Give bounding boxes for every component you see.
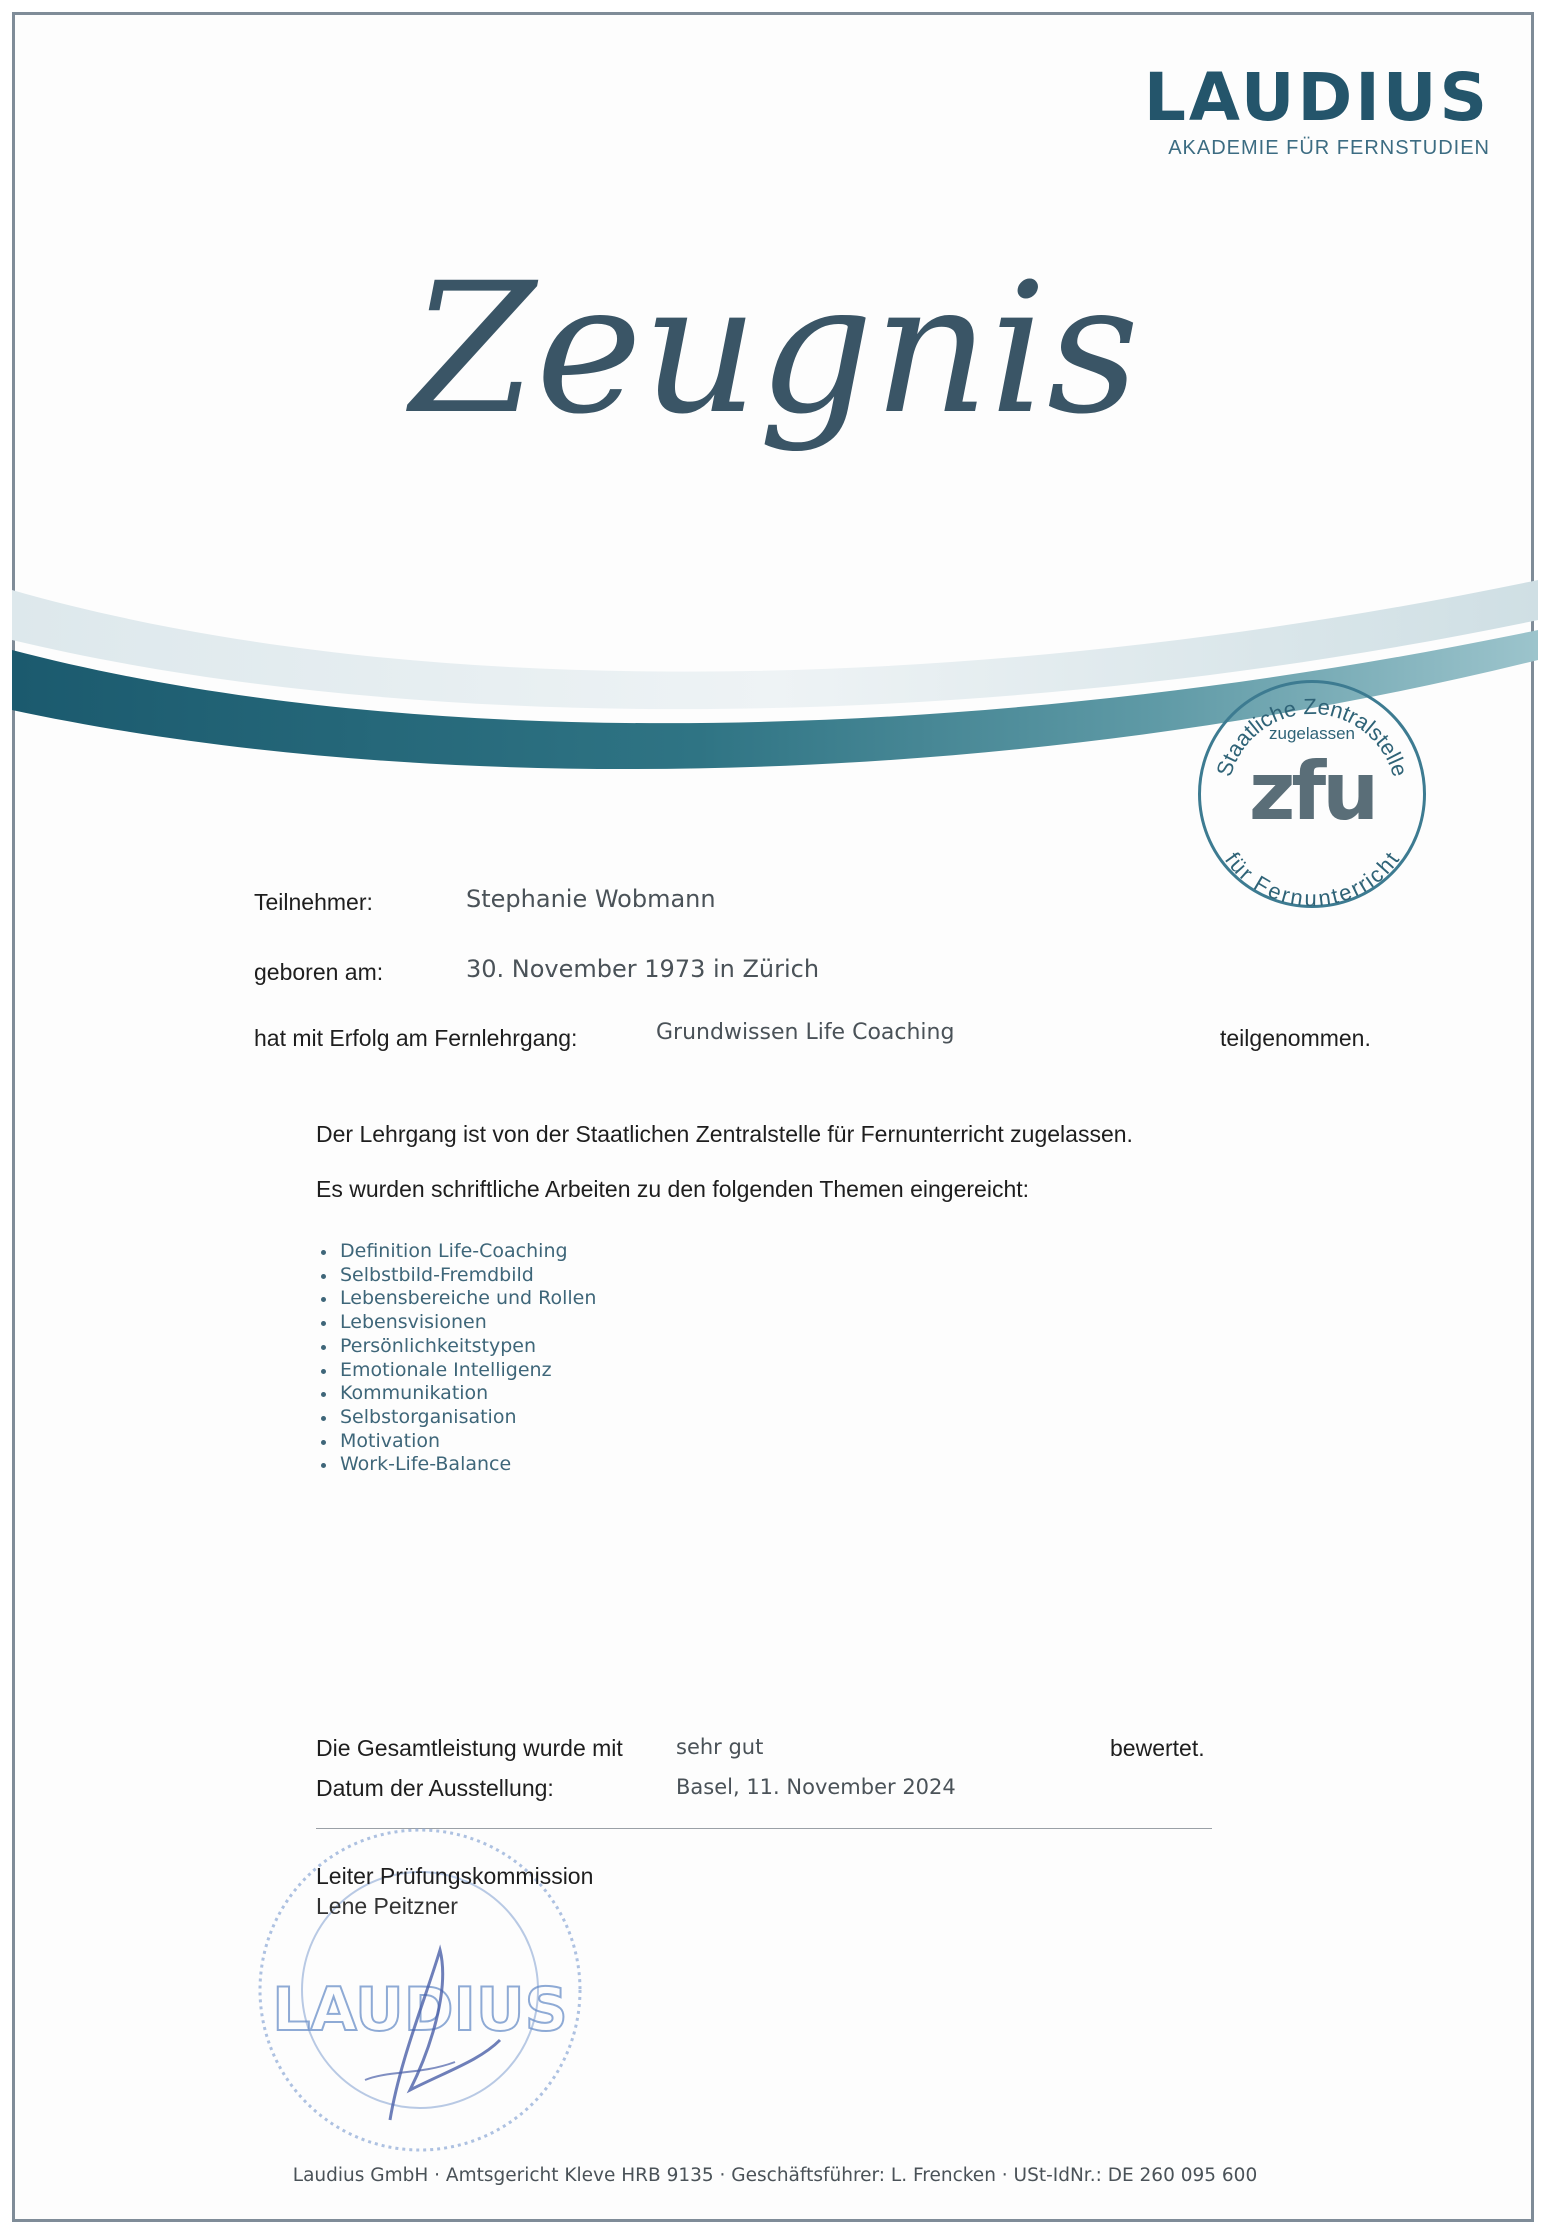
- date-label: Datum der Ausstellung:: [316, 1775, 554, 1801]
- grade-value: sehr gut: [676, 1735, 764, 1759]
- footer-legal-text: Laudius GmbH · Amtsgericht Kleve HRB 9135 · Geschäftsführer: L. Frencken · USt-IdNr.: DE 260 095 600: [292, 2165, 1258, 2186]
- topics-intro: Es wurden schriftliche Arbeiten zu den folgenden Themen eingereicht:: [316, 1176, 1030, 1202]
- birth-value: 30. November 1973 in Zürich: [466, 955, 820, 983]
- list-item: Lebensbereiche und Rollen: [340, 1287, 597, 1310]
- course-value: Grundwissen Life Coaching: [656, 1020, 955, 1045]
- list-item: Definition Life-Coaching: [340, 1240, 596, 1264]
- topics-list: [340, 1240, 596, 1477]
- list-item: Lebensvisionen: [340, 1311, 596, 1335]
- list-item: Work-Life-Balance: [340, 1453, 596, 1477]
- list-item: Selbstorganisation: [340, 1406, 596, 1430]
- grade-suffix: bewertet.: [1110, 1735, 1205, 1761]
- participant-label: Teilnehmer:: [254, 889, 373, 915]
- grade-label: Die Gesamtleistung wurde mit: [316, 1735, 623, 1761]
- zfu-logo: zfu: [1248, 745, 1376, 838]
- list-item: Kommunikation: [340, 1382, 596, 1406]
- seal-bottom-text: für Fernunterricht: [1220, 847, 1404, 908]
- list-item: Selbstbild-Fremdbild: [340, 1264, 596, 1288]
- list-item: Motivation: [340, 1430, 596, 1454]
- date-value: Basel, 11. November 2024: [676, 1775, 956, 1799]
- logo-wordmark: LAUDIUS: [1143, 59, 1490, 136]
- stamp-text: LAUDIUS: [272, 1975, 568, 2045]
- laudius-logo: [1130, 60, 1490, 160]
- signature-role: Leiter Prüfungskommission: [316, 1863, 594, 1889]
- svg-text:für Fernunterricht: [1220, 848, 1404, 908]
- certificate-title: Zeugnis: [410, 245, 1140, 454]
- birth-label: geboren am:: [254, 959, 384, 985]
- seal-top-text: Staatliche Zentralstelle: [1211, 693, 1413, 780]
- course-suffix: teilgenommen.: [1220, 1025, 1371, 1051]
- list-item: Emotionale Intelligenz: [340, 1359, 596, 1383]
- logo-subtitle: AKADEMIE FÜR FERNSTUDIEN: [1168, 137, 1490, 159]
- signature-name: Lene Peitzner: [316, 1893, 458, 1919]
- list-item: Persönlichkeitstypen: [340, 1335, 596, 1359]
- zfu-seal: [1198, 680, 1428, 910]
- course-label: hat mit Erfolg am Fernlehrgang:: [254, 1025, 578, 1051]
- seal-middle-text: zugelassen: [1268, 724, 1355, 743]
- approval-text: Der Lehrgang ist von der Staatlichen Zentralstelle für Fernunterricht zugelassen.: [316, 1121, 1133, 1147]
- participant-name: Stephanie Wobmann: [466, 885, 716, 913]
